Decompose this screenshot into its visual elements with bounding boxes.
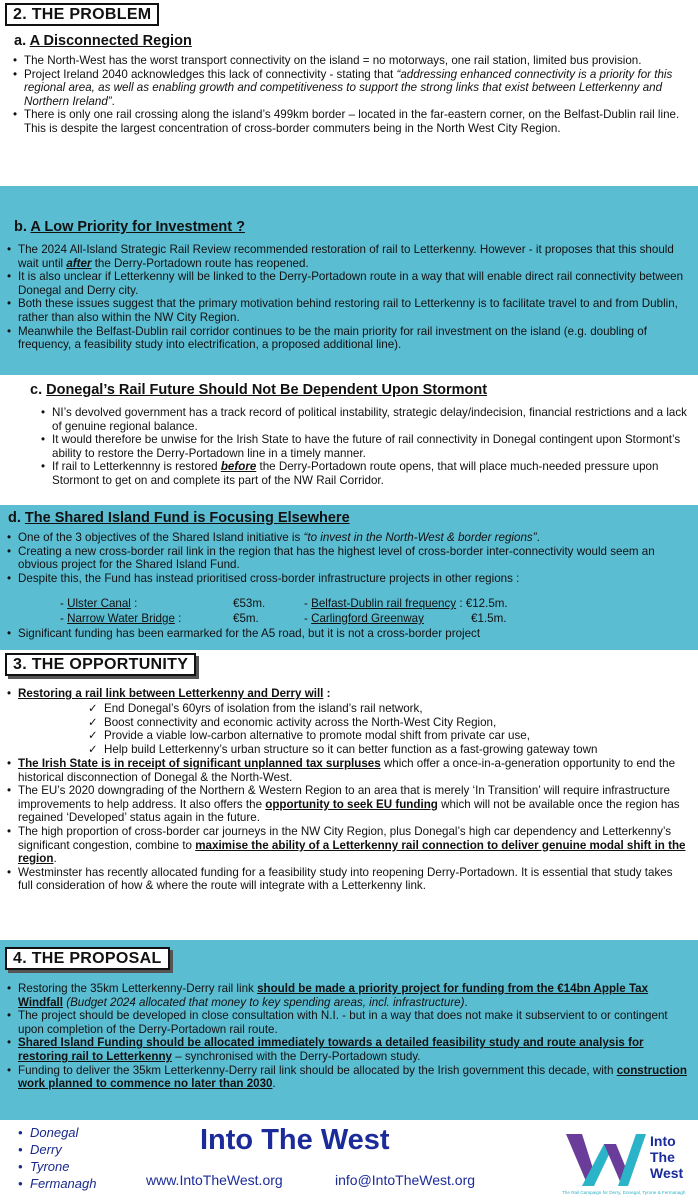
project-amount: €53m. [233,597,266,610]
opportunity-list-2 [18,757,688,893]
opportunity-header: 3. THE OPPORTUNITY [5,653,196,676]
into-the-west-logo [560,1126,692,1198]
list-item: • Shared Island Funding should be allocated immediately towards a detailed feasibility study and route analysis for restoring rail to Letterkenny – synchronised with the Derry-Portadown study. [18,1036,688,1063]
list-item: • Westminster has recently allocated funding for a feasibility study into reopening Derry-Portadown. It is essential that study takes full consideration of how & where the route will integrate with a Letterkenny link. [18,866,688,893]
section-a-list [24,54,686,136]
proposal-section [0,940,698,1120]
project-name: Ulster Canal [67,597,131,610]
logo-word: The [650,1149,675,1165]
list-item: • Meanwhile the Belfast-Dublin rail corridor continues to be the main priority for rail investment on the island (e.g. doubling of frequency, a feasibility study into electrification, a proposed additional line). [18,325,686,352]
list-item: • Project Ireland 2040 acknowledges this lack of connectivity - stating that “addressing enhanced connectivity is a priority for this regional area, as well as enabling growth and competitiveness to support the strong links that exist between Letterkenny and Northern Ireland”. [24,68,686,109]
problem-header: 2. THE PROBLEM [5,3,159,26]
list-item: • NI’s devolved government has a track record of political instability, strategic delay/indecision, financial restrictions and a lack of genuine regional balance. [52,406,688,433]
opportunity-section [0,650,698,940]
list-item: • Both these issues suggest that the primary motivation behind restoring rail to Letterkenny is to facilitate travel to and from Dublin, rather than also within the NW City Region. [18,297,686,324]
list-item: • Creating a new cross-border rail link in the region that has the highest level of cross-border inter-connectivity would seem an obvious project for the Shared Island Fund. [18,545,688,572]
list-item: • Despite this, the Fund has instead prioritised cross-border infrastructure projects in other regions : [18,572,688,586]
email-link[interactable]: info@IntoTheWest.org [335,1172,476,1188]
project-name: Belfast-Dublin rail frequency [311,597,457,610]
section-c-title: c. Donegal’s Rail Future Should Not Be Dependent Upon Stormont [30,382,488,398]
list-item: • The high proportion of cross-border car journeys in the NW City Region, plus Donegal’s high car dependency and Letterkenny’s significant congestion, combine to maximise the ability of a Letterkenny rail connection to deliver genuine modal shift in the region. [18,825,688,866]
proposal-header: 4. THE PROPOSAL [5,947,170,970]
problem-section-a [0,0,698,186]
list-item: • Restoring the 35km Letterkenny-Derry rail link should be made a priority project for funding from the €14bn Apple Tax Windfall (Budget 2024 allocated that money to key spending areas, incl. infrastructure). [18,982,688,1009]
opportunity-list [18,687,688,701]
project-row: - Belfast-Dublin rail frequency : €12.5m. [304,597,508,610]
county-item: • Derry [30,1141,96,1158]
section-d-list [18,531,688,585]
county-item: • Tyrone [30,1158,96,1175]
list-item: • Funding to deliver the 35km Letterkenny-Derry rail link should be allocated by the Irish government this decade, with construction work planned to commence no later than 2030. [18,1064,688,1091]
check-item: ✓ Provide a viable low-carbon alternative to promote modal shift from private car use, [104,729,694,743]
county-item: • Donegal [30,1124,96,1141]
list-item: • If rail to Letterkennny is restored before the Derry-Portadown route opens, that will place much-needed pressure upon Stormont to get on and complete its part of the NW Rail Corridor. [52,460,688,487]
section-c-list [52,406,688,488]
county-list [30,1124,96,1192]
problem-section-b [0,186,698,375]
project-amount: €12.5m. [465,597,508,610]
proposal-list [18,982,688,1091]
opportunity-checklist [104,702,694,756]
list-item: • It is also unclear if Letterkenny will be linked to the Derry-Portadown route in a way that will enable direct rail connectivity between Donegal and Derry city. [18,270,686,297]
logo-word: West [650,1165,684,1181]
section-d-last [18,627,688,641]
list-item: • One of the 3 objectives of the Shared Island initiative is “to invest in the North-West & border regions”. [18,531,688,545]
project-name: Carlingford Greenway [311,612,424,625]
logo-word: Into [650,1133,676,1149]
project-row: - Narrow Water Bridge : [60,612,182,625]
list-item: • The project should be developed in close consultation with N.I. - but in a way that does not make it subservient to or contingent upon completion of the Derry-Portadown rail route. [18,1009,688,1036]
website-link[interactable]: www.IntoTheWest.org [146,1172,283,1188]
check-item: ✓ Boost connectivity and economic activity across the North-West City Region, [104,716,694,730]
list-item: • There is only one rail crossing along the island’s 499km border – located in the far-eastern corner, on the Belfast-Dublin rail line. This is despite the largest concentration of cross-border commuters being in the North West City Region. [24,108,686,135]
list-item: • The 2024 All-Island Strategic Rail Review recommended restoration of rail to Letterkenny. However - it proposes that this should wait until after the Derry-Portadown route has reopened. [18,243,686,270]
project-amount: €1.5m. [471,612,507,625]
project-name: Narrow Water Bridge [67,612,175,625]
check-item: ✓ Help build Letterkenny’s urban structure so it can better function as a fast-growing gateway town [104,743,694,757]
county-item: • Fermanagh [30,1175,96,1192]
list-item: • The Irish State is in receipt of significant unplanned tax surpluses which offer a once-in-a-generation opportunity to end the historical disconnection of Donegal & the North-West. [18,757,688,784]
section-b-title: b. A Low Priority for Investment ? [14,219,245,235]
list-item: • Restoring a rail link between Letterkenny and Derry will : [18,687,688,701]
section-d-title: d. The Shared Island Fund is Focusing Elsewhere [8,510,350,526]
project-row: - Carlingford Greenway [304,612,424,625]
list-item: • Significant funding has been earmarked for the A5 road, but it is not a cross-border project [18,627,688,641]
check-item: ✓ End Donegal’s 60yrs of isolation from the island’s rail network, [104,702,694,716]
section-a-title: a. A Disconnected Region [14,33,192,49]
list-item: • It would therefore be unwise for the Irish State to have the future of rail connectivity in Donegal contingent upon Stormont’s ability to restore the Derry-Portadown line in a timely manner. [52,433,688,460]
logo-tagline: The Rail Campaign for Derry, Donegal, Tyrone & Fermanagh [562,1190,686,1195]
brand-title: Into The West [200,1124,390,1156]
section-b-list [18,243,686,352]
problem-section-c [0,375,698,505]
project-row: - Ulster Canal : [60,597,138,610]
problem-section-d [0,505,698,650]
project-amount: €5m. [233,612,259,625]
list-item: • The North-West has the worst transport connectivity on the island = no motorways, one rail station, limited bus provision. [24,54,686,68]
list-item: • The EU’s 2020 downgrading of the Northern & Western Region to an area that is merely ‘In Transition’ will require infrastructure improvements to help address. It also offers the opportunity to seek EU funding which will not be available once the region has regained ‘Developed’ status again in the future. [18,784,688,825]
